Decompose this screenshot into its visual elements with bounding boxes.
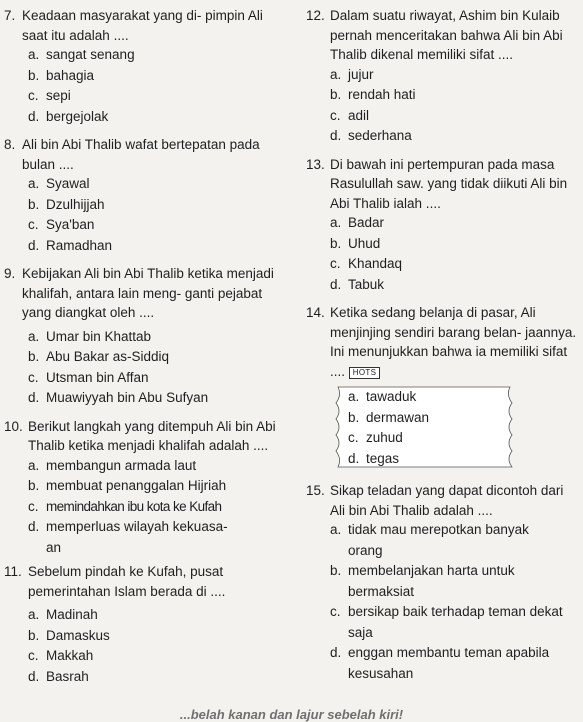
options-14-scroll-frame [330,381,518,475]
option-c[interactable]: c. Khandaq [330,256,403,271]
hots-badge: HOTS [349,367,380,379]
question-7 [4,6,294,45]
options-15 [306,520,564,684]
question-stem: Ketika sedang belanja di pasar, Ali menjinjing sendiri barang belan- jaannya. Ini menunjukkan bahwa ia memiliki sifat .... [330,305,577,379]
question-stem: Kebijakan Ali bin Abi Thalib ketika menjadi khalifah, antara lain meng- ganti pejabat yang diangkat oleh .... [22,266,274,320]
option-a[interactable]: a. tidak mau merepotkan banyak orang [330,522,529,558]
option-d[interactable]: d. tegas [348,450,400,466]
options-8 [4,174,294,256]
question-14 [306,303,578,381]
option-a[interactable]: a. tawaduk [348,389,417,404]
options-11 [4,605,294,687]
option-d[interactable]: d. bergejolak [28,108,109,124]
option-d[interactable]: d. memperluas wilayah kekuasa- [28,519,228,534]
option-a[interactable]: a. Syawal [28,176,90,191]
option-a[interactable]: a. Madinah [28,607,98,622]
question-8 [4,135,294,174]
question-number: 9. [4,266,16,281]
option-c[interactable]: c. bersikap baik terhadap teman dekat saja [330,604,563,640]
option-d[interactable]: d. Muawiyyah bin Abu Sufyan [28,390,209,405]
options-13 [306,213,578,295]
left-column [4,6,294,687]
question-number: 8. [4,137,16,152]
option-a[interactable]: a. membangun armada laut [28,457,197,473]
option-d[interactable]: d. Basrah [28,668,89,684]
footer-instruction: ...belah kanan dan lajur sebelah kiri! [179,707,404,722]
option-d[interactable]: d. sederhana [330,128,412,143]
question-number: 12. [306,8,325,23]
options-9 [4,327,294,409]
question-10 [4,417,294,456]
question-stem: Dalam suatu riwayat, Ashim bin Kulaib pernah menceritakan bahwa Ali bin Abi Thalib dikenal memiliki sifat .... [330,8,563,62]
question-12 [306,6,578,65]
option-b[interactable]: b. membelanjakan harta untuk bermaksiat [330,563,515,599]
question-13 [306,155,578,214]
option-c[interactable]: c. Sya'ban [28,217,95,232]
option-b[interactable]: b. rendah hati [330,87,416,102]
question-stem: Berikut langkah yang ditempuh Ali bin Abi Thalib ketika menjadi khalifah adalah .... [28,418,276,453]
question-stem: Di bawah ini pertempuran pada masa Rasulullah saw. yang tidak diikuti Ali bin Abi Thalib ialah .... [330,156,568,211]
right-column [306,6,578,684]
option-a[interactable]: a. sangat senang [28,47,135,62]
question-9 [4,264,294,323]
option-b[interactable]: b. Abu Bakar as-Siddiq [28,349,170,364]
question-number: 11. [4,564,22,579]
option-a[interactable]: a. Umar bin Khattab [28,328,152,344]
options-7 [4,45,294,127]
question-number: 13. [306,156,325,172]
option-b[interactable]: b. bahagia [28,67,95,83]
option-b[interactable]: b. Uhud [330,235,381,251]
question-11 [4,562,294,601]
question-stem: Keadaan masyarakat yang di- pimpin Ali saat itu adalah .... [22,8,263,43]
option-d[interactable]: d. Tabuk [330,276,385,292]
option-c[interactable]: c. Utsman bin Affan [28,369,149,385]
option-d-continuation: an [46,539,62,555]
question-number: 7. [4,8,16,23]
question-number: 10. [4,418,23,434]
option-b[interactable]: b. dermawan [348,409,430,425]
option-c[interactable]: c. adil [330,107,370,123]
question-number: 15. [306,483,325,498]
option-b[interactable]: b. membuat penanggalan Hijriah [28,478,227,493]
options-10 [4,456,294,559]
option-c[interactable]: c. memindahkan ibu kota ke Kufah [28,498,222,514]
question-stem: Ali bin Abi Thalib wafat bertepatan pada bulan .... [22,137,260,172]
option-b[interactable]: b. Damaskus [28,627,110,643]
option-a[interactable]: a. jujur [330,66,374,82]
option-d[interactable]: d. enggan membantu teman apabila kesusahan [330,645,550,681]
question-stem: Sebelum pindah ke Kufah, pusat pemerintahan Islam berada di .... [28,564,226,599]
option-d[interactable]: d. Ramadhan [28,237,113,253]
question-number: 14. [306,305,325,320]
options-12 [306,65,578,147]
option-c[interactable]: c. sepi [28,88,71,103]
question-15 [306,481,578,520]
option-c[interactable]: c. zuhud [348,430,403,445]
option-b[interactable]: b. Dzulhijjah [28,196,105,212]
option-c[interactable]: c. Makkah [28,648,94,663]
question-stem: Sikap teladan yang dapat dicontoh dari Ali bin Abi Thalib adalah .... [330,483,564,518]
option-a[interactable]: a. Badar [330,215,385,230]
